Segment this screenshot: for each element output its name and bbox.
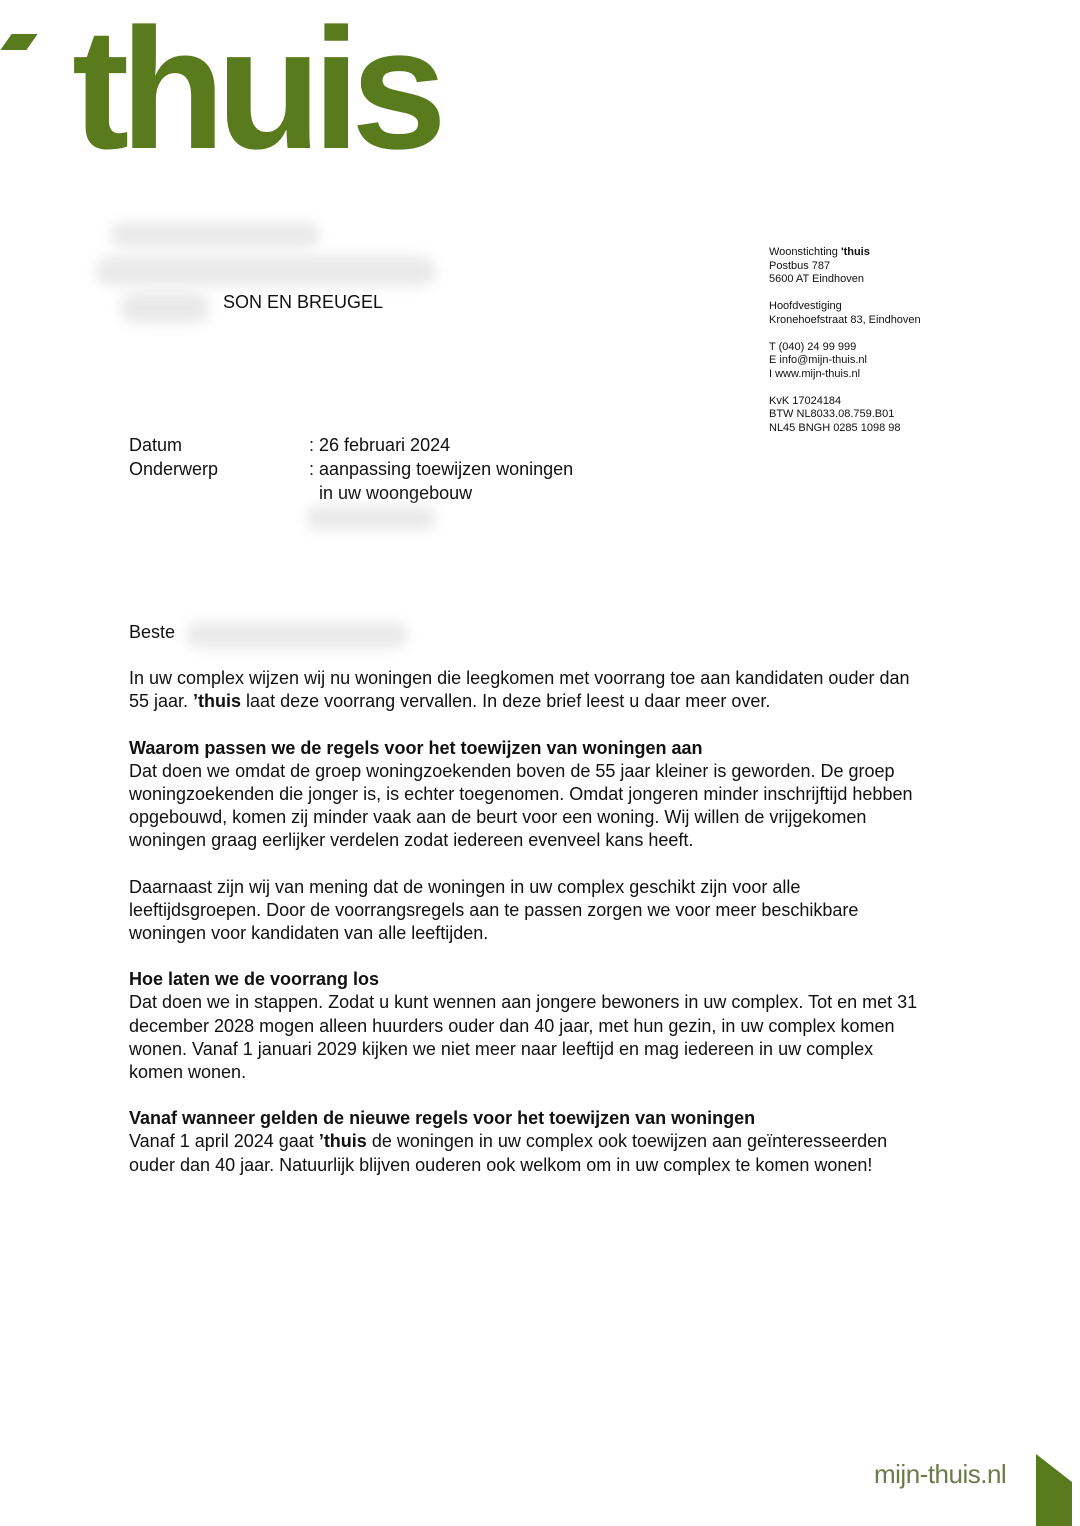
logo-apostrophe	[0, 34, 37, 50]
redacted-postcode	[120, 292, 210, 324]
sender-org: Woonstichting 'thuis	[769, 246, 870, 258]
letter-body	[129, 621, 929, 1200]
section-how-text: Dat doen we in stappen. Zodat u kunt wennen aan jongere bewoners in uw complex. Tot en met 31 december 2028 mogen alleen huurders ouder dan 40 jaar, met hun gezin, in uw complex komen wonen. Vanaf 1 januari 2029 kijken we niet meer naar leeftijd en mag iedereen in uw complex komen wonen.	[129, 992, 918, 1083]
redacted-subject-detail	[306, 506, 436, 530]
section-when-heading: Vanaf wanneer gelden de nieuwe regels voor het toewijzen van woningen	[129, 1108, 756, 1129]
subject-label: Onderwerp	[129, 459, 219, 479]
sender-web: I www.mijn-thuis.nl	[769, 367, 861, 380]
sender-email: E info@mijn-thuis.nl	[769, 354, 867, 366]
section-why-text: Dat doen we omdat de groep woningzoekenden boven de 55 jaar kleiner is geworden. De groep woningzoekenden die jonger is, is echter toegenomen. Omdat jongeren minder inschrijftijd hebben opgebouwd, komen zij minder vaak aan de beurt voor een woning. Wij willen de vrijgekomen woningen graag eerlijker verdelen zodat iedereen evenveel kans heeft.	[129, 760, 913, 851]
date-label: Datum	[129, 435, 183, 455]
footer-arrow-icon	[1036, 1454, 1072, 1526]
sender-phone: T (040) 24 99 999	[769, 340, 857, 353]
letter-meta	[129, 433, 573, 505]
sender-hq-address: Kronehoefstraat 83, Eindhoven	[769, 313, 921, 326]
subject-line-1: : aanpassing toewijzen woningen	[309, 459, 574, 479]
sender-address-1: Postbus 787	[769, 259, 831, 272]
date-value: : 26 februari 2024	[309, 435, 451, 455]
redacted-address	[96, 256, 436, 286]
section-when	[129, 1107, 929, 1177]
sender-iban: NL45 BNGH 0285 1098 98	[769, 421, 901, 434]
logo-text: thuis	[72, 0, 438, 185]
section-why	[129, 737, 929, 853]
sender-hq-label: Hoofdvestiging	[769, 300, 842, 312]
sender-kvk: KvK 17024184	[769, 394, 842, 407]
subject-line-2: in uw woongebouw	[309, 483, 473, 503]
section-how	[129, 968, 929, 1084]
sender-address-2: 5600 AT Eindhoven	[769, 273, 865, 285]
redacted-salutation-name	[186, 622, 408, 648]
intro-paragraph: In uw complex wijzen wij nu woningen die leegkomen met voorrang toe aan kandidaten ouder dan 55 jaar. ’thuis laat deze voorrang vervallen. In deze brief leest u daar meer over.	[129, 668, 910, 712]
sender-btw: BTW NL8033.08.759.B01	[769, 408, 895, 420]
sender-block	[769, 246, 921, 435]
paragraph-age-groups: Daarnaast zijn wij van mening dat de woningen in uw complex geschikt zijn voor alle leeftijdsgroepen. Door de voorrangsregels aan te passen zorgen we voor meer beschikbare woningen voor kandidaten van alle leeftijden.	[129, 876, 859, 944]
section-how-heading: Hoe laten we de voorrang los	[129, 969, 380, 990]
section-why-heading: Waarom passen we de regels voor het toewijzen van woningen aan	[129, 737, 703, 758]
recipient-city: SON EN BREUGEL	[223, 292, 384, 312]
salutation: Beste	[129, 622, 176, 642]
section-when-text: Vanaf 1 april 2024 gaat ’thuis de woningen in uw complex ook toewijzen aan geïnteresseerden ouder dan 40 jaar. Natuurlijk blijven ouderen ook welkom om in uw complex te komen wonen!	[129, 1131, 888, 1175]
footer-url: mijn-thuis.nl	[874, 1459, 1007, 1489]
redacted-name	[110, 222, 320, 248]
